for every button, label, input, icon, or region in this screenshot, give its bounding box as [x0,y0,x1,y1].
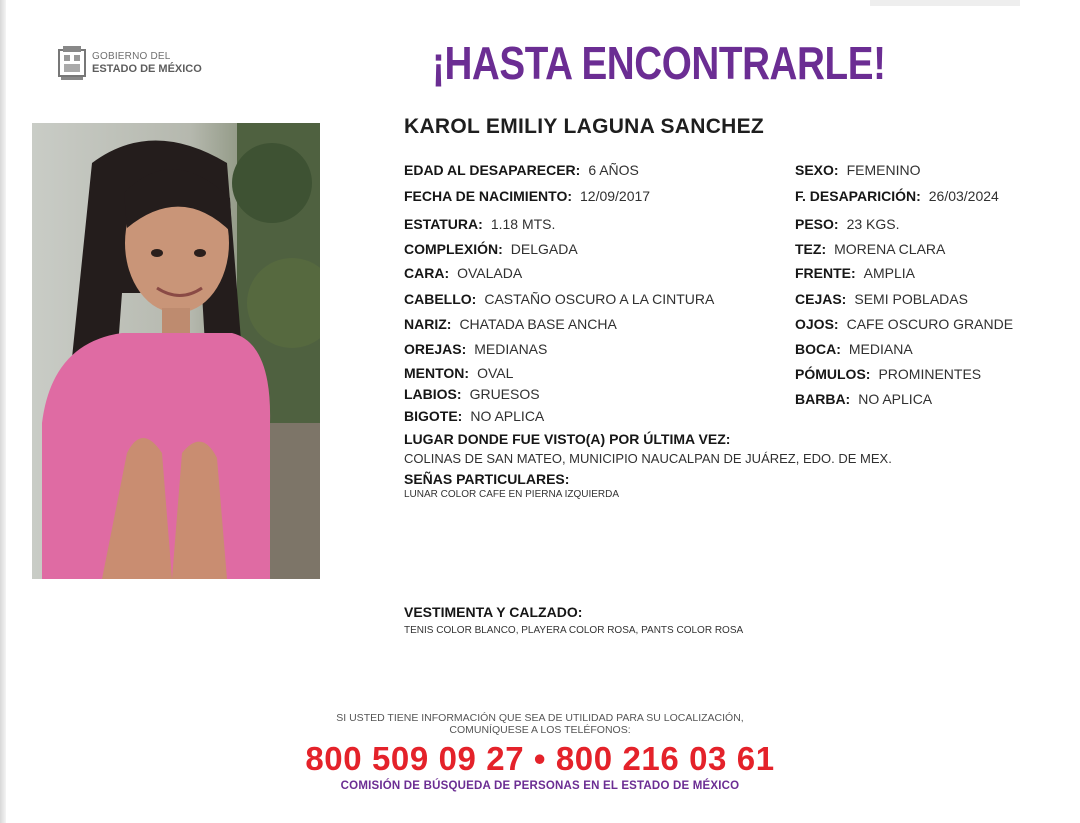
field-nariz [404,316,617,332]
field-frente [795,265,915,281]
field-menton [404,365,513,381]
field-label: EDAD AL DESAPARECER: [404,162,581,178]
government-logo [56,44,202,82]
contact-info-line-1: SI USTED TIENE INFORMACIÓN QUE SEA DE UTILIDAD PARA SU LOCALIZACIÓN, [336,712,744,724]
field-label: CARA: [404,265,450,281]
field-value: 26/03/2024 [928,188,999,204]
field-label: COMPLEXIÓN: [404,241,503,257]
field-label: PESO: [795,216,839,232]
person-name: KAROL EMILIY LAGUNA SANCHEZ [404,115,765,138]
field-sexo [795,162,920,178]
field-value: CAFE OSCURO GRANDE [846,316,1014,332]
missing-person-photo [32,123,320,579]
field-bigote [404,408,544,424]
clothing-value: TENIS COLOR BLANCO, PLAYERA COLOR ROSA, PANTS COLOR ROSA [404,625,744,636]
field-value: NO APLICA [858,391,933,407]
marks-label: SEÑAS PARTICULARES: [404,471,570,487]
field-label: MENTON: [404,365,470,381]
field-value: SEMI POBLADAS [854,291,968,307]
field-value: AMPLIA [863,265,916,281]
headline: ¡HASTA ENCONTRARLE! [432,37,886,89]
page-edge-shadow [0,0,6,823]
clothing-label: VESTIMENTA Y CALZADO: [404,604,583,620]
field-value: MEDIANAS [474,341,548,357]
coat-of-arms-icon [56,44,88,82]
field-label: LABIOS: [404,386,462,402]
field-peso [795,216,900,232]
field-label: SEXO: [795,162,839,178]
field-ojos [795,316,1013,332]
field-label: CEJAS: [795,291,847,307]
field-label: F. DESAPARICIÓN: [795,188,921,204]
field-value: PROMINENTES [878,366,982,382]
field-cejas [795,291,968,307]
field-cabello [404,291,714,307]
field-pomulos [795,366,981,382]
field-value: MEDIANA [848,341,913,357]
field-estatura [404,216,555,232]
field-label: BARBA: [795,391,851,407]
field-label: PÓMULOS: [795,366,871,382]
field-label: CABELLO: [404,291,477,307]
marks-value: LUNAR COLOR CAFE EN PIERNA IZQUIERDA [404,489,620,500]
field-value: CHATADA BASE ANCHA [459,316,617,332]
field-orejas [404,341,547,357]
field-value: NO APLICA [470,408,545,424]
field-tez [795,241,945,257]
field-complexion [404,241,578,257]
field-label: ESTATURA: [404,216,483,232]
commission-name: COMISIÓN DE BÚSQUEDA DE PERSONAS EN EL ESTADO DE MÉXICO [340,780,740,792]
field-label: FRENTE: [795,265,856,281]
phone-numbers: 800 509 09 27 • 800 216 03 61 [305,740,775,777]
field-label: OREJAS: [404,341,467,357]
last-seen-value: COLINAS DE SAN MATEO, MUNICIPIO NAUCALPAN DE JUÁREZ, EDO. DE MEX. [404,451,892,466]
last-seen-label: LUGAR DONDE FUE VISTO(A) POR ÚLTIMA VEZ: [404,431,731,447]
field-cara [404,265,522,281]
field-label: BOCA: [795,341,841,357]
field-value: 6 AÑOS [588,162,639,178]
field-label: TEZ: [795,241,827,257]
field-value: DELGADA [510,241,578,257]
field-label: NARIZ: [404,316,452,332]
field-barba [795,391,932,407]
contact-info-line-2: COMUNÍQUESE A LOS TELÉFONOS: [449,724,631,736]
logo-line-2: ESTADO DE MÉXICO [92,63,202,75]
field-label: OJOS: [795,316,839,332]
page-edge-top [870,0,1020,6]
field-value: OVAL [477,365,514,381]
logo-line-1: GOBIERNO DEL [92,51,171,62]
field-value: MORENA CLARA [834,241,946,257]
field-value: GRUESOS [469,386,540,402]
field-value: CASTAÑO OSCURO A LA CINTURA [484,291,715,307]
field-labios [404,386,540,402]
field-value: 23 KGS. [846,216,900,232]
field-label: FECHA DE NACIMIENTO: [404,188,572,204]
field-boca [795,341,913,357]
field-value: 1.18 MTS. [490,216,556,232]
field-label: BIGOTE: [404,408,463,424]
field-edad [404,162,639,178]
field-value: OVALADA [457,265,523,281]
field-fecha-desaparicion [795,188,999,204]
field-value: 12/09/2017 [580,188,651,204]
field-fecha-nacimiento [404,188,650,204]
field-value: FEMENINO [846,162,921,178]
